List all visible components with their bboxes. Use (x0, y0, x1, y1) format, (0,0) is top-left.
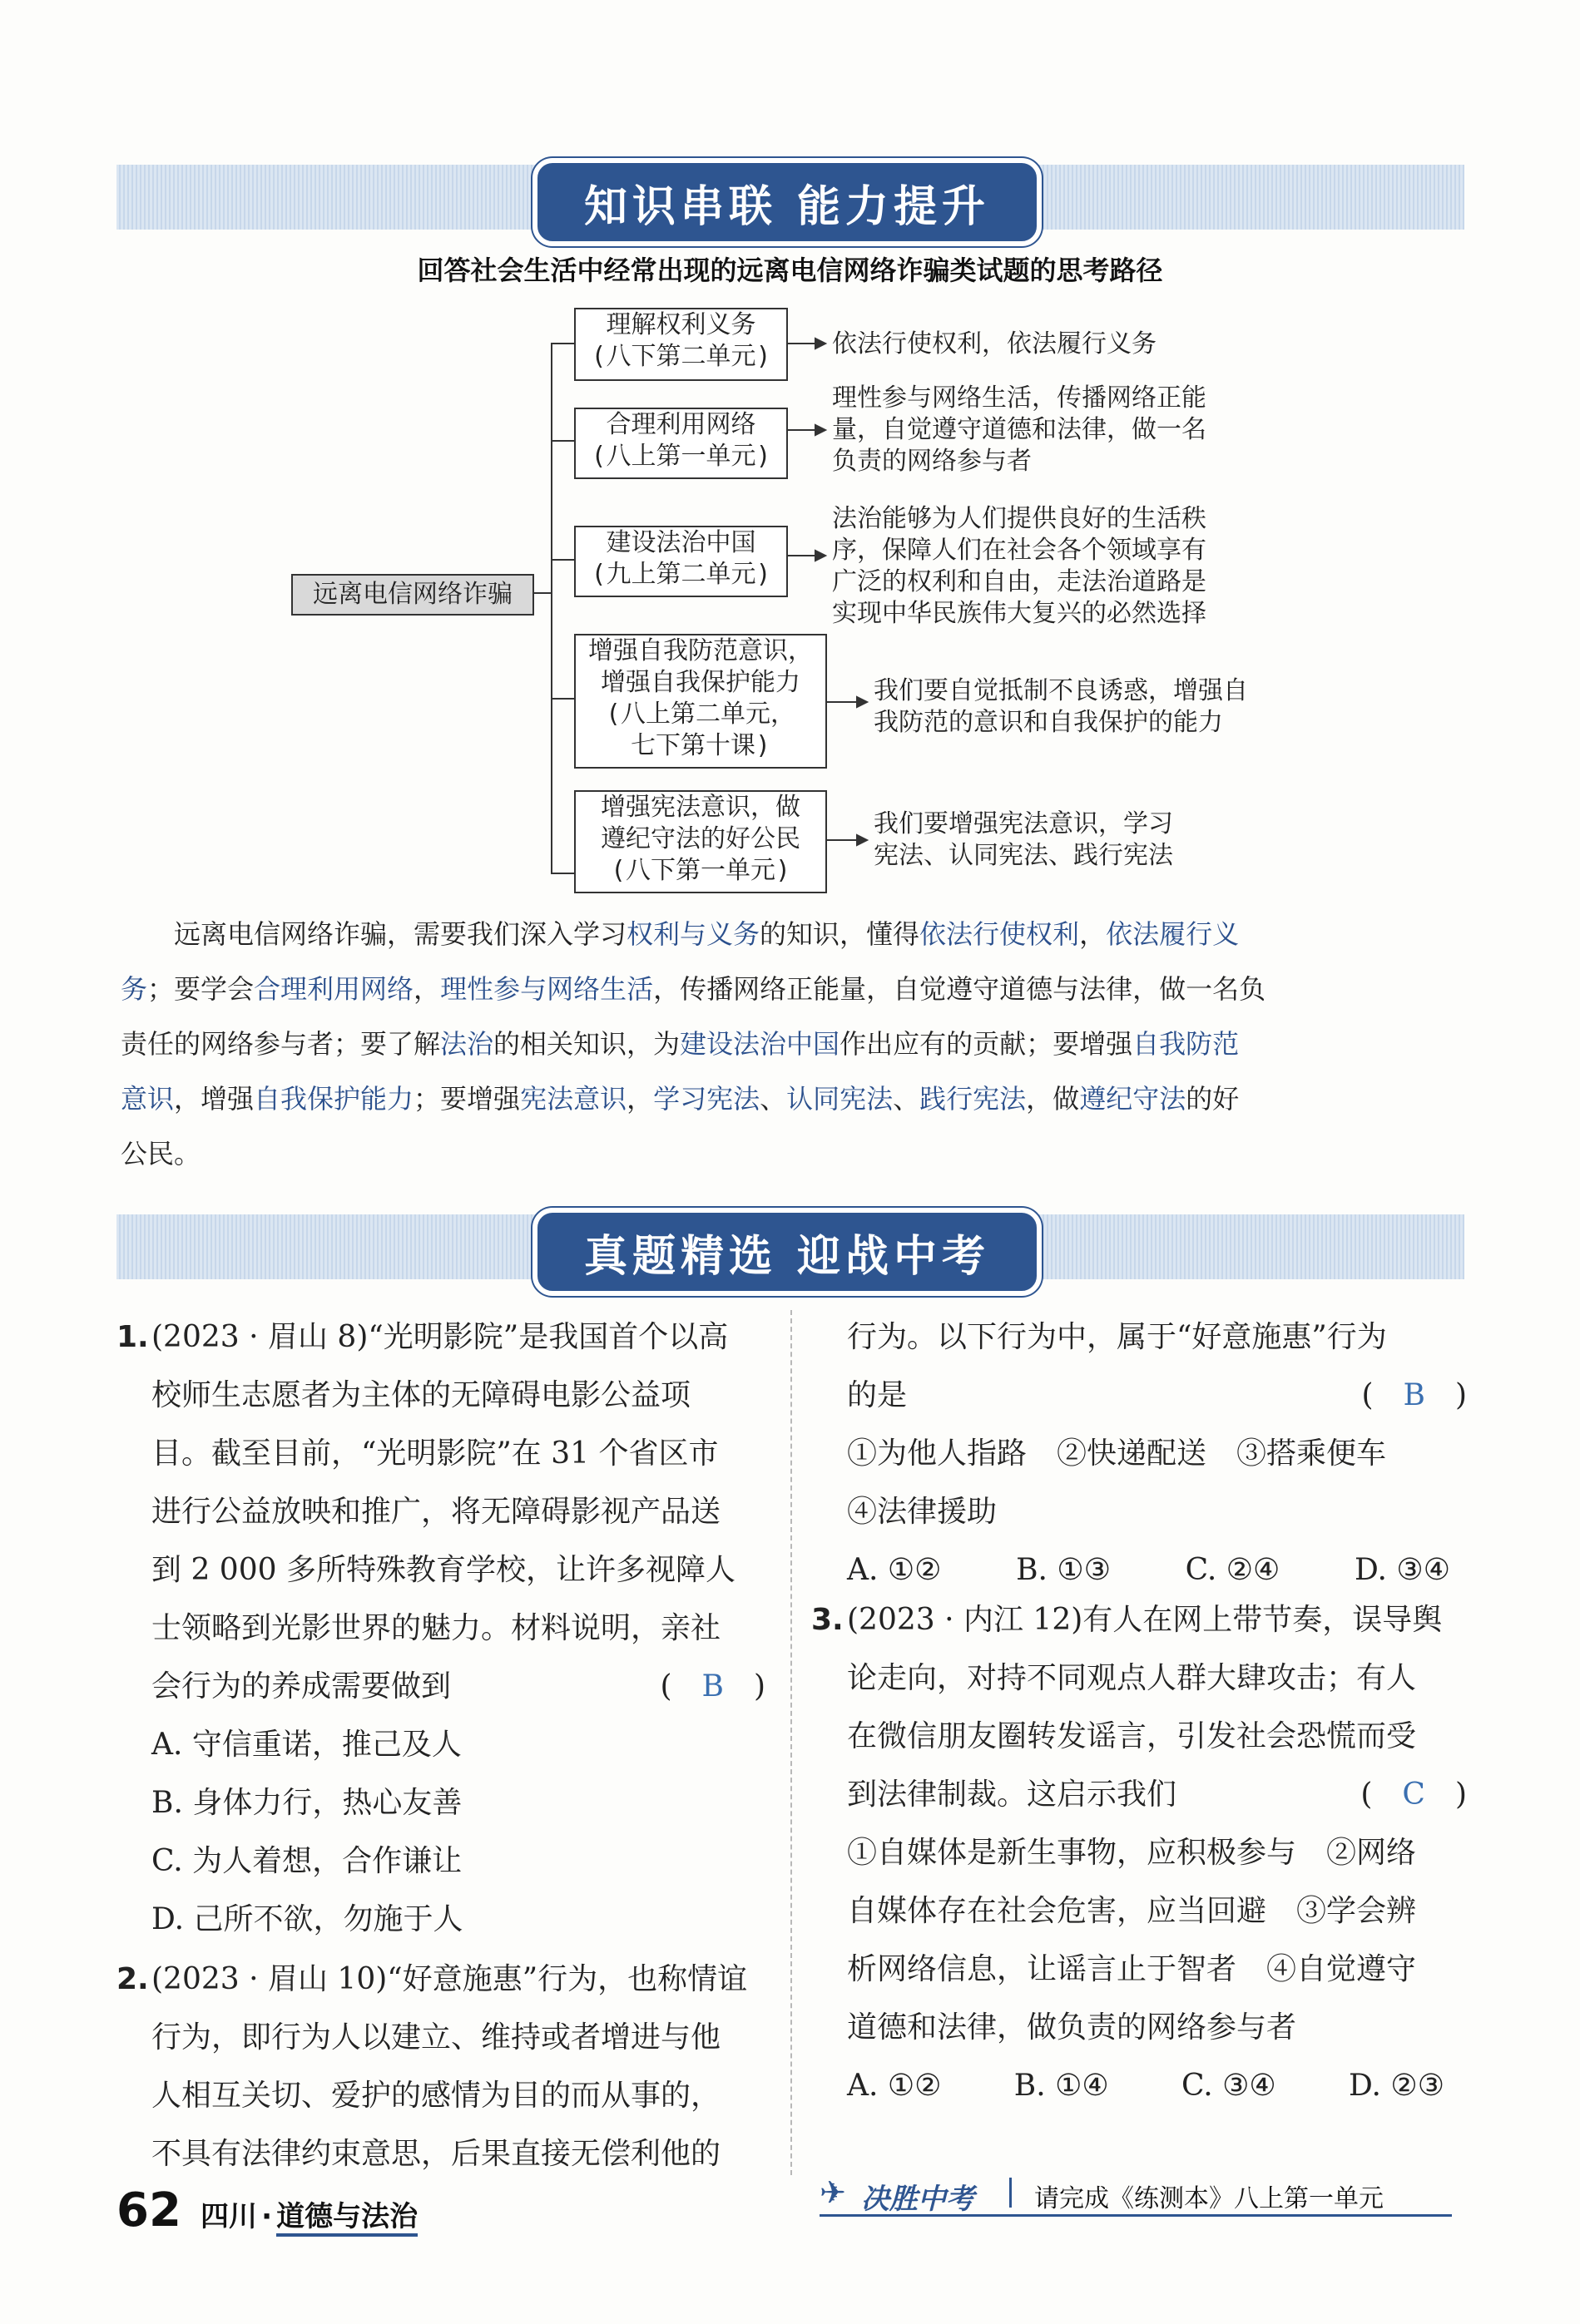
mindmap-root: 远离电信网络诈骗 (291, 574, 534, 616)
mindmap-note: 我们要自觉抵制不良诱惑，增强自 我防范的意识和自我保护的能力 (874, 676, 1248, 737)
summary-text: ，做 (1026, 1083, 1080, 1115)
keyword-highlight: 学习宪法 (653, 1083, 760, 1115)
mindmap-note: 法治能够为人们提供良好的生活秩 序，保障人们在社会各个领域享有 广泛的权利和自由，走法治道路是 实现中华民族伟大复兴的必然选择 (832, 504, 1206, 628)
summary-text: 的相关知识，为 (493, 1028, 681, 1060)
mindmap-note: 理性参与网络生活，传播网络正能 量，自觉遵守道德和法律，做一名 负责的网络参与者 (832, 383, 1206, 476)
keyword-highlight: 法治 (440, 1028, 494, 1060)
keyword-highlight: 建设法治中国 (680, 1028, 840, 1060)
summary-text: 公民。 (121, 1138, 201, 1169)
summary-text: ，传播网络正能量，自觉遵守道德与法律，做一名负 (653, 973, 1266, 1005)
subject-label: 道德与法治 (276, 2200, 418, 2237)
practice-text: 请完成《练测本》八上第一单元 (1034, 2184, 1384, 2213)
summary-line (121, 1126, 1464, 1181)
mindmap-branch-box: 增强自我防范意识， 增强自我保护能力 (八上第二单元， 七下第十课) (574, 634, 827, 769)
mindmap-branch-box: 增强宪法意识，做 遵纪守法的好公民 (八下第一单元) (574, 790, 827, 893)
keyword-highlight: 合理利用网络 (254, 973, 414, 1005)
mindmap-branch-box: 合理利用网络 (八上第一单元) (574, 408, 788, 479)
column-divider (790, 1310, 792, 2175)
badge-separator (1009, 2178, 1012, 2208)
answer-bracket: ( C ) (1360, 1778, 1467, 1812)
keyword-highlight: 意识 (121, 1083, 175, 1115)
practice-banner (820, 2173, 1452, 2217)
keyword-highlight: 理性参与网络生活 (440, 973, 654, 1005)
keyword-highlight: 自我防范 (1132, 1028, 1240, 1060)
summary-text: 的好 (1186, 1083, 1240, 1115)
answer-bracket: ( B ) (660, 1669, 765, 1703)
summary-text: ，增强 (174, 1083, 255, 1115)
summary-text: ， (1079, 918, 1107, 950)
mindmap-note: 依法行使权利，依法履行义务 (832, 329, 1157, 358)
footer-dot: · (261, 2200, 273, 2233)
mindmap-title: 回答社会生活中经常出现的远离电信网络诈骗类试题的思考路径 (417, 255, 1163, 286)
keyword-highlight: 权利与义务 (627, 918, 760, 950)
badge-text: 决胜中考 (861, 2183, 974, 2216)
summary-text: 远离电信网络诈骗，需要我们深入学习 (174, 918, 627, 950)
summary-text: 作出应有的贡献；要增强 (840, 1028, 1133, 1060)
question-1: 1. (2023 · 眉山 8)“光明影院”是我国首个以高 校师生志愿者为主体的无障碍电影公益项 目。截至目前，“光明影院”在 31 个省区市 进行公益放映和推广，将无障碍影视产品送 到 2 000 多所特殊教育学校，让许多视障人 士领略到光影世界的魅力。材料说明，亲社 会行为的养成需要做到 ( B ) A. 守信重诺，推己及人 B. 身体力行，热心友善 C. 为人着想，合作谦让 D. 己所不欲，勿施于人 (116, 1308, 765, 1949)
section-banner-2 (116, 1214, 1464, 1282)
summary-text: 责任的网络参与者；要了解 (121, 1028, 441, 1060)
mindmap-note: 我们要增强宪法意识，学习 宪法、认同宪法、践行宪法 (874, 809, 1173, 870)
question-3: 3. (2023 · 内江 12)有人在网上带节奏，误导舆 论走向，对持不同观点人群大肆攻击；有人 在微信朋友圈转发谣言，引发社会恐慌而受 到法律制裁。这启示我们 ( C ) ①自媒体是新生事物，应积极参与 ②网络 自媒体存在社会危害，应当回避 ③学会辨 析网络信息，让谣言止于智者 ④自觉遵守 道德和法律，做负责的网络参与者 A. ①② B. ①④ C. ③④ D. ②③ (811, 1591, 1467, 2115)
keyword-highlight: 认同宪法 (786, 1083, 894, 1115)
question-2-continued: 行为。以下行为中，属于“好意施惠”行为 的是 ( B ) ①为他人指路 ②快递配送 ③搭乘便车 ④法律援助 A. ①② B. ①③ C. ②④ D. ③④ (847, 1320, 1467, 1587)
question-2: 2. (2023 · 眉山 10)“好意施惠”行为，也称情谊 行为，即行为人以建立、维持或者增进与他 人相互关切、爱护的感情为目的而从事的， 不具有法律约束意思，后果直接无偿利他的 (116, 1951, 765, 2183)
summary-line (121, 1016, 1464, 1071)
keyword-highlight: 宪法意识 (520, 1083, 627, 1115)
question-number: 1. (116, 1320, 149, 1354)
mindmap-connectors (0, 0, 1580, 915)
section-title-1: 知识串联 能力提升 (532, 158, 1042, 246)
runner-icon: ✈ (820, 2174, 846, 2211)
summary-text: ， (414, 973, 441, 1005)
page-footer (116, 2183, 418, 2242)
summary-line (121, 907, 1464, 962)
keyword-highlight: 依法行使权利 (919, 918, 1080, 950)
summary-text: 、 (760, 1083, 787, 1115)
page-number: 62 (116, 2183, 181, 2237)
answer-bracket: ( B ) (1361, 1378, 1467, 1412)
mindmap-branch-box: 理解权利义务 (八下第二单元) (574, 308, 788, 381)
region-label: 四川 (201, 2200, 258, 2233)
summary-text: 、 (893, 1083, 920, 1115)
summary-line (121, 1071, 1464, 1126)
summary-text: ；要学会 (147, 973, 255, 1005)
summary-paragraph (121, 907, 1464, 1181)
section-title-2: 真题精选 迎战中考 (532, 1208, 1042, 1296)
keyword-highlight: 践行宪法 (919, 1083, 1027, 1115)
summary-text: ；要增强 (414, 1083, 521, 1115)
summary-text: 的知识，懂得 (760, 918, 920, 950)
summary-text: ， (627, 1083, 654, 1115)
question-number: 3. (811, 1603, 844, 1637)
question-number: 2. (116, 1962, 149, 1996)
keyword-highlight: 自我保护能力 (254, 1083, 414, 1115)
keyword-highlight: 务 (121, 973, 148, 1005)
keyword-highlight: 依法履行义 (1106, 918, 1240, 950)
keyword-highlight: 遵纪守法 (1079, 1083, 1186, 1115)
mindmap-branch-box: 建设法治中国 (九上第二单元) (574, 526, 788, 597)
summary-line (121, 962, 1464, 1016)
